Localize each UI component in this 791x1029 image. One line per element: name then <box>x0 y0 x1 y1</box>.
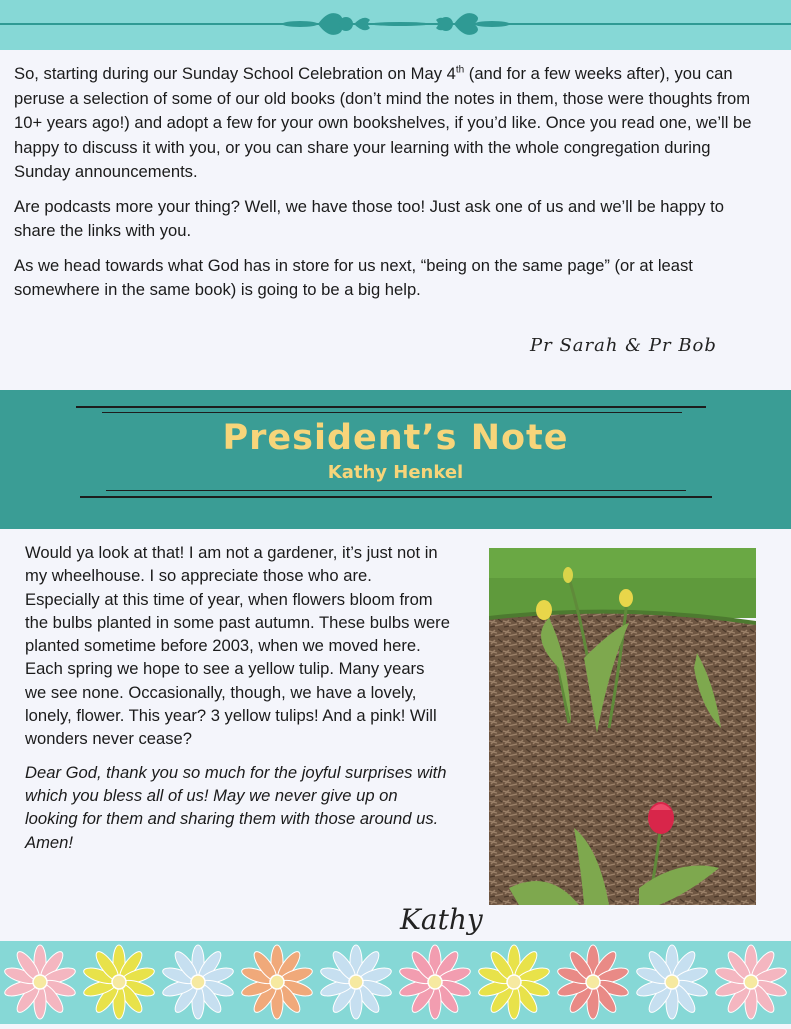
daisy-icon <box>3 945 77 1019</box>
banner-rule <box>80 496 712 498</box>
daisy-icon <box>477 945 551 1019</box>
banner-rule <box>102 412 682 413</box>
teal-flourish-icon <box>0 0 791 50</box>
daisy-icon <box>161 945 235 1019</box>
presidents-note-body <box>25 541 450 864</box>
banner-rule <box>76 406 706 408</box>
daisy-icon <box>556 945 630 1019</box>
daisy-icon <box>319 945 393 1019</box>
banner-rule <box>106 490 686 491</box>
daisy-icon <box>82 945 156 1019</box>
pastors-note <box>14 62 764 313</box>
presidents-paragraph: Would ya look at that! I am not a gardener, it’s just not in my wheelhouse. I so appreciate those who are. Especially at this time of year, when flowers bloom from the bulbs planted in some past autumn. These bulbs were planted sometime before 2003, when we moved here. Each spring we hope to see a yellow tulip. Many years we see none. Occasionally, though, we have a lovely, lonely, flower. This year? 3 yellow tulips! And a pink! Will wonders never cease? <box>25 543 450 749</box>
pastors-signature: Pr Sarah & Pr Bob <box>530 335 717 356</box>
presidents-signature: Kathy <box>400 903 483 936</box>
pastors-paragraph-2: Are podcasts more your thing? Well, we have those too! Just ask one of us and we’ll be happy to share the links with you. <box>14 196 724 240</box>
daisy-icon <box>635 945 709 1019</box>
daisy-icon <box>398 945 472 1019</box>
header-band <box>0 0 791 50</box>
pastors-paragraph-1: So, starting during our Sunday School Celebration on May 4th (and for a few weeks after), you can peruse a selection of some of our old books (don’t mind the notes in them, those were thoughts from 10+ years ago!) and adopt a few for your own bookshelves, if you’d like. Once you read one, we’ll be happy to discuss it with you, or you can share your learning with the whole congregation during Sunday announcements. <box>14 64 752 181</box>
daisy-icon <box>714 945 788 1019</box>
presidents-note-title: President’s Note <box>222 418 569 458</box>
pastors-paragraph-3: As we head towards what God has in store for us next, “being on the same page” (or at least somewhere in the same book) is going to be a big help. <box>14 255 693 299</box>
flower-border-icons <box>0 941 791 1024</box>
presidents-note-banner <box>0 390 791 529</box>
daisy-icon <box>240 945 314 1019</box>
tulip-photo <box>489 548 756 905</box>
flower-border <box>0 941 791 1024</box>
presidents-prayer: Dear God, thank you so much for the joyful surprises with which you bless all of us! May we never give up on looking for them and sharing them with those around us. Amen! <box>25 762 447 852</box>
presidents-note-author: Kathy Henkel <box>327 462 464 483</box>
